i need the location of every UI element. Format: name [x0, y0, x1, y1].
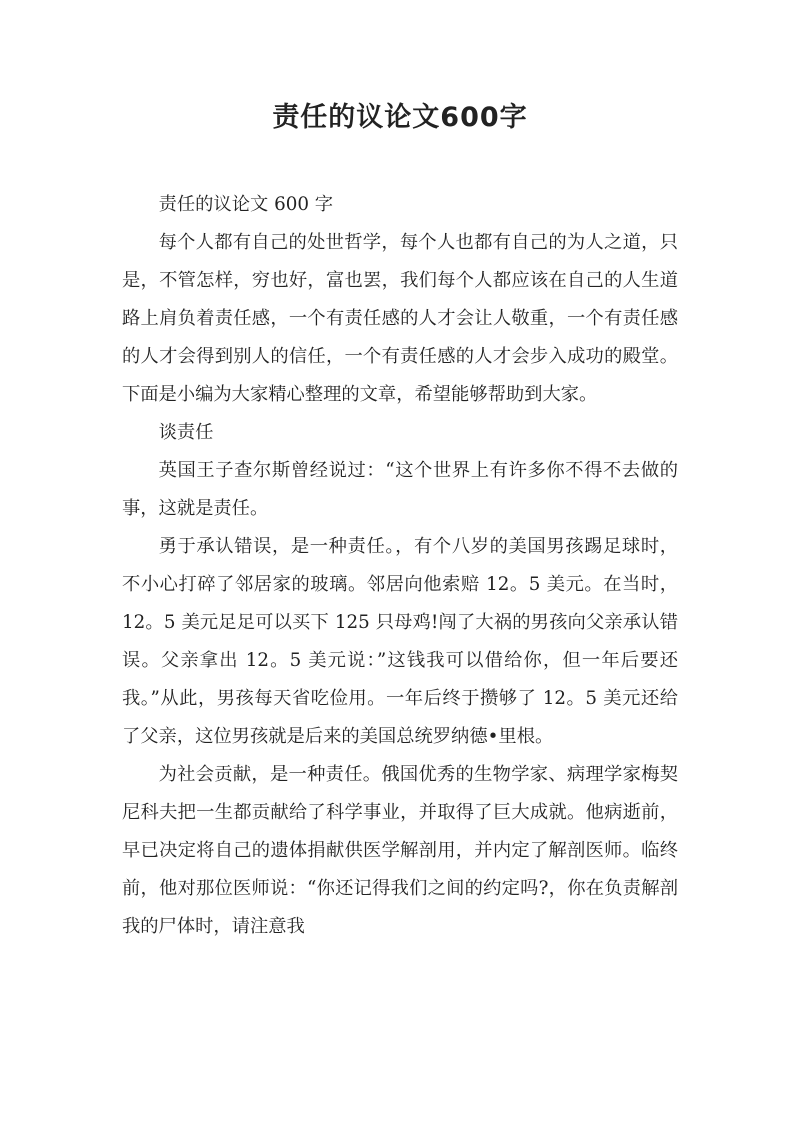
body-paragraph: 每个人都有自己的处世哲学，每个人也都有自己的为人之道，只是，不管怎样，穷也好，富也罢，我们每个人都应该在自己的人生道路上肩负着责任感，一个有责任感的人才会让人敬重，一个有责任感的人才会得到别人的信任，一个有责任感的人才会步入成功的殿堂。下面是小编为大家精心整理的文章，希望能够帮助到大家。	[122, 232, 678, 405]
body-paragraph: 责任的议论文 600 字	[158, 194, 334, 215]
document-body	[122, 186, 678, 946]
body-paragraph: 英国王子查尔斯曾经说过：“这个世界上有许多你不得不去做的事，这就是责任。	[122, 460, 678, 519]
section-heading: 谈责任	[158, 422, 214, 443]
document-title: 责任的议论文600字	[272, 102, 528, 133]
body-paragraph: 勇于承认错误，是一种责任。，有个八岁的美国男孩踢足球时，不小心打碎了邻居家的玻璃。邻居向他索赔 12。5 美元。在当时，12。5 美元足足可以买下 125 只母鸡!闯了大祸的男孩向父亲承认错误。父亲拿出 12。5 美元说：”这钱我可以借给你，但一年后要还我。”从此，男孩每天省吃俭用。一年后终于攒够了 12。5 美元还给了父亲，这位男孩就是后来的美国总统罗纳德•里根。	[122, 536, 678, 747]
body-paragraph: 为社会贡献，是一种责任。俄国优秀的生物学家、病理学家梅契尼科夫把一生都贡献给了科学事业，并取得了巨大成就。他病逝前，早已决定将自己的遗体捐献供医学解剖用，并内定了解剖医师。临终前，他对那位医师说：“你还记得我们之间的约定吗?，你在负责解剖我的尸体时，请注意我	[122, 764, 678, 937]
